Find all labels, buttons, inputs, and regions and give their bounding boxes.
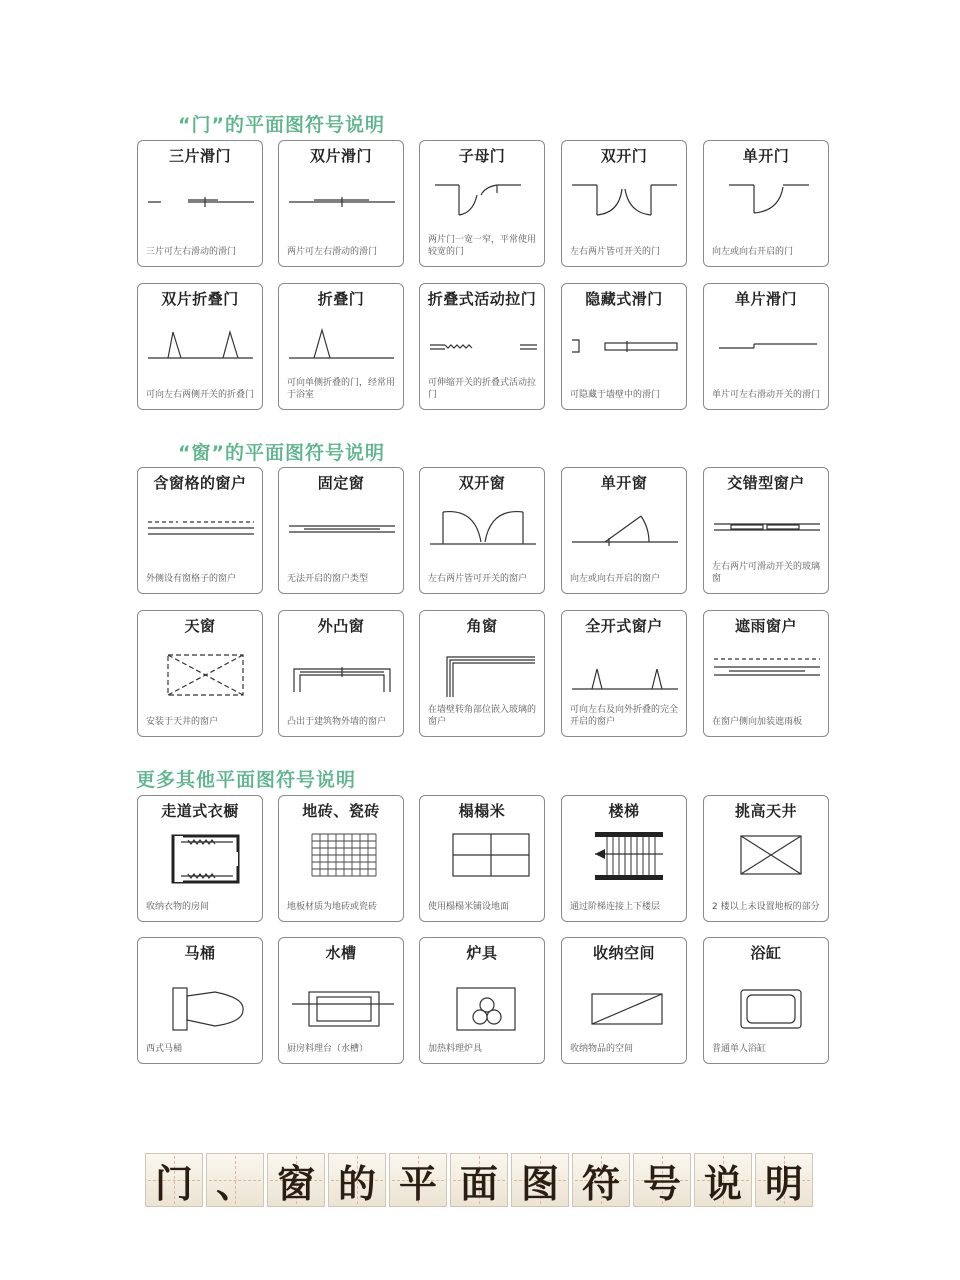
card-title: 三片滑门 [168,147,231,165]
card-description: 单片可左右滑动开关的滑门 [712,390,821,400]
single-casement-window-icon [567,494,683,564]
card-description: 向左或向右开启的门 [712,247,794,257]
card-title: 隐藏式滑门 [585,290,663,308]
card-title: 含窗格的窗户 [153,474,247,492]
windows-card-6 [278,610,404,737]
banner-char-text: 明 [764,1160,803,1206]
card-title: 单开门 [742,147,790,165]
double-casement-window-icon [425,494,541,564]
card-title: 外凸窗 [317,617,365,635]
banner-char [267,1153,325,1207]
others-card-2 [419,795,545,922]
sliding-window-icon [709,494,825,564]
banner-char [511,1153,569,1207]
doors-card-7 [419,283,545,410]
card-description: 通过阶梯连接上下楼层 [570,902,661,912]
others-card-6 [278,937,404,1064]
banner-char-text: 平 [398,1160,437,1206]
banner-char-text: 门 [154,1160,193,1206]
section-title-doors: “门”的平面图符号说明 [178,114,385,136]
card-title: 双开门 [600,147,648,165]
windows-card-0 [137,467,263,594]
banner-char-text: 图 [520,1160,559,1206]
card-title: 折叠门 [317,290,365,308]
card-description: 地板材质为地砖或瓷砖 [287,902,378,912]
banner-char-text: 符 [581,1160,620,1206]
others-card-8 [561,937,687,1064]
shutter-window-icon [709,637,825,707]
card-description: 左右两片皆可开关的门 [570,247,661,257]
section-title-others: 更多其他平面图符号说明 [136,769,357,791]
card-title: 挑高天井 [734,802,797,820]
bay-window-icon [284,637,400,707]
double-sliding-door-icon [284,167,400,237]
card-description: 2 楼以上未设置地板的部分 [712,902,820,912]
doors-card-1 [278,140,404,267]
double-folding-door-icon [143,310,259,380]
grille-window-icon [143,494,259,564]
card-title: 双开窗 [458,474,506,492]
others-card-4 [703,795,829,922]
card-description: 收纳物品的空间 [570,1044,634,1054]
corner-window-icon [425,637,541,707]
walk-in-closet-icon [143,822,259,892]
stairs-icon [567,822,683,892]
card-title: 地砖、瓷砖 [302,802,380,820]
single-sliding-door-icon [709,310,825,380]
windows-card-2 [419,467,545,594]
card-title: 水槽 [325,944,357,962]
banner-char [206,1153,264,1207]
banner-char [633,1153,691,1207]
card-description: 可隐藏于墙壁中的滑门 [570,390,661,400]
card-description: 厨房料理台（水槽） [287,1044,369,1054]
windows-card-1 [278,467,404,594]
card-title: 榻榻米 [458,802,506,820]
toilet-icon [143,964,259,1034]
card-description: 可向左右两侧开关的折叠门 [146,390,255,400]
card-description: 可向单侧折叠的门，经常用于浴室 [287,378,396,400]
doors-card-9 [703,283,829,410]
windows-card-4 [703,467,829,594]
card-description: 左右两片可滑动开关的玻璃窗 [712,562,821,584]
card-title: 马桶 [184,944,216,962]
others-card-7 [419,937,545,1064]
double-swing-door-icon [567,167,683,237]
section-title-windows: “窗”的平面图符号说明 [178,442,385,464]
card-title: 角窗 [466,617,498,635]
card-description: 可向左右及向外折叠的完全开启的窗户 [570,705,679,727]
banner-char [328,1153,386,1207]
card-description: 无法开启的窗户类型 [287,574,369,584]
card-description: 在窗户侧向加装遮雨板 [712,717,803,727]
card-title: 全开式窗户 [585,617,663,635]
doors-card-5 [137,283,263,410]
card-title: 单片滑门 [734,290,797,308]
card-title: 交错型窗户 [727,474,805,492]
storage-space-icon [567,964,683,1034]
card-title: 楼梯 [608,802,640,820]
doors-card-2 [419,140,545,267]
card-title: 双片滑门 [309,147,372,165]
card-description: 向左或向右开启的窗户 [570,574,661,584]
card-description: 凸出于建筑物外墙的窗户 [287,717,387,727]
banner-char [389,1153,447,1207]
card-description: 西式马桶 [146,1044,183,1054]
card-title: 炉具 [466,944,498,962]
mother-son-door-icon [425,167,541,237]
others-card-1 [278,795,404,922]
banner-char [145,1153,203,1207]
windows-card-8 [561,610,687,737]
card-description: 两片可左右滑动的滑门 [287,247,378,257]
card-title: 走道式衣橱 [161,802,239,820]
card-description: 三片可左右滑动的滑门 [146,247,237,257]
banner-char-text: 面 [459,1160,498,1206]
card-title: 子母门 [458,147,506,165]
doors-card-3 [561,140,687,267]
windows-card-3 [561,467,687,594]
card-description: 收纳衣物的房间 [146,902,210,912]
doors-card-8 [561,283,687,410]
tile-floor-icon [284,822,400,892]
tatami-icon [425,822,541,892]
doors-card-4 [703,140,829,267]
others-card-9 [703,937,829,1064]
windows-card-5 [137,610,263,737]
card-description: 两片门一宽一窄，平常使用较宽的门 [428,235,537,257]
card-description: 外侧设有窗格子的窗户 [146,574,237,584]
card-description: 加热料理炉具 [428,1044,483,1054]
banner-char-text: 窗 [276,1160,315,1206]
banner-char-text: 、 [215,1160,254,1206]
sink-icon [284,964,400,1034]
fixed-window-icon [284,494,400,564]
banner-char [755,1153,813,1207]
atrium-icon [709,822,825,892]
bathtub-icon [709,964,825,1034]
banner-char-text: 的 [337,1160,376,1206]
three-sliding-door-icon [143,167,259,237]
bottom-banner [145,1153,815,1209]
banner-char [694,1153,752,1207]
skylight-icon [143,637,259,707]
card-title: 天窗 [184,617,216,635]
card-description: 安装于天井的窗户 [146,717,219,727]
card-description: 可伸缩开关的折叠式活动拉门 [428,378,537,400]
pocket-door-icon [567,310,683,380]
banner-char [450,1153,508,1207]
stove-icon [425,964,541,1034]
card-title: 收纳空间 [592,944,655,962]
card-description: 使用榻榻米铺设地面 [428,902,510,912]
accordion-door-icon [425,310,541,380]
doors-card-0 [137,140,263,267]
card-description: 左右两片皆可开关的窗户 [428,574,528,584]
single-swing-door-icon [709,167,825,237]
banner-char-text: 说 [703,1160,742,1206]
windows-card-7 [419,610,545,737]
card-title: 双片折叠门 [161,290,239,308]
card-title: 折叠式活动拉门 [427,290,537,308]
others-card-0 [137,795,263,922]
folding-window-icon [567,637,683,707]
card-title: 固定窗 [317,474,365,492]
card-title: 浴缸 [750,944,782,962]
banner-char-text: 号 [642,1160,681,1206]
others-card-5 [137,937,263,1064]
others-card-3 [561,795,687,922]
folding-door-icon [284,310,400,380]
doors-card-6 [278,283,404,410]
windows-card-9 [703,610,829,737]
card-title: 单开窗 [600,474,648,492]
card-description: 在墙壁转角部位嵌入玻璃的窗户 [428,705,537,727]
banner-char [572,1153,630,1207]
card-description: 普通单人浴缸 [712,1044,767,1054]
card-title: 遮雨窗户 [734,617,797,635]
